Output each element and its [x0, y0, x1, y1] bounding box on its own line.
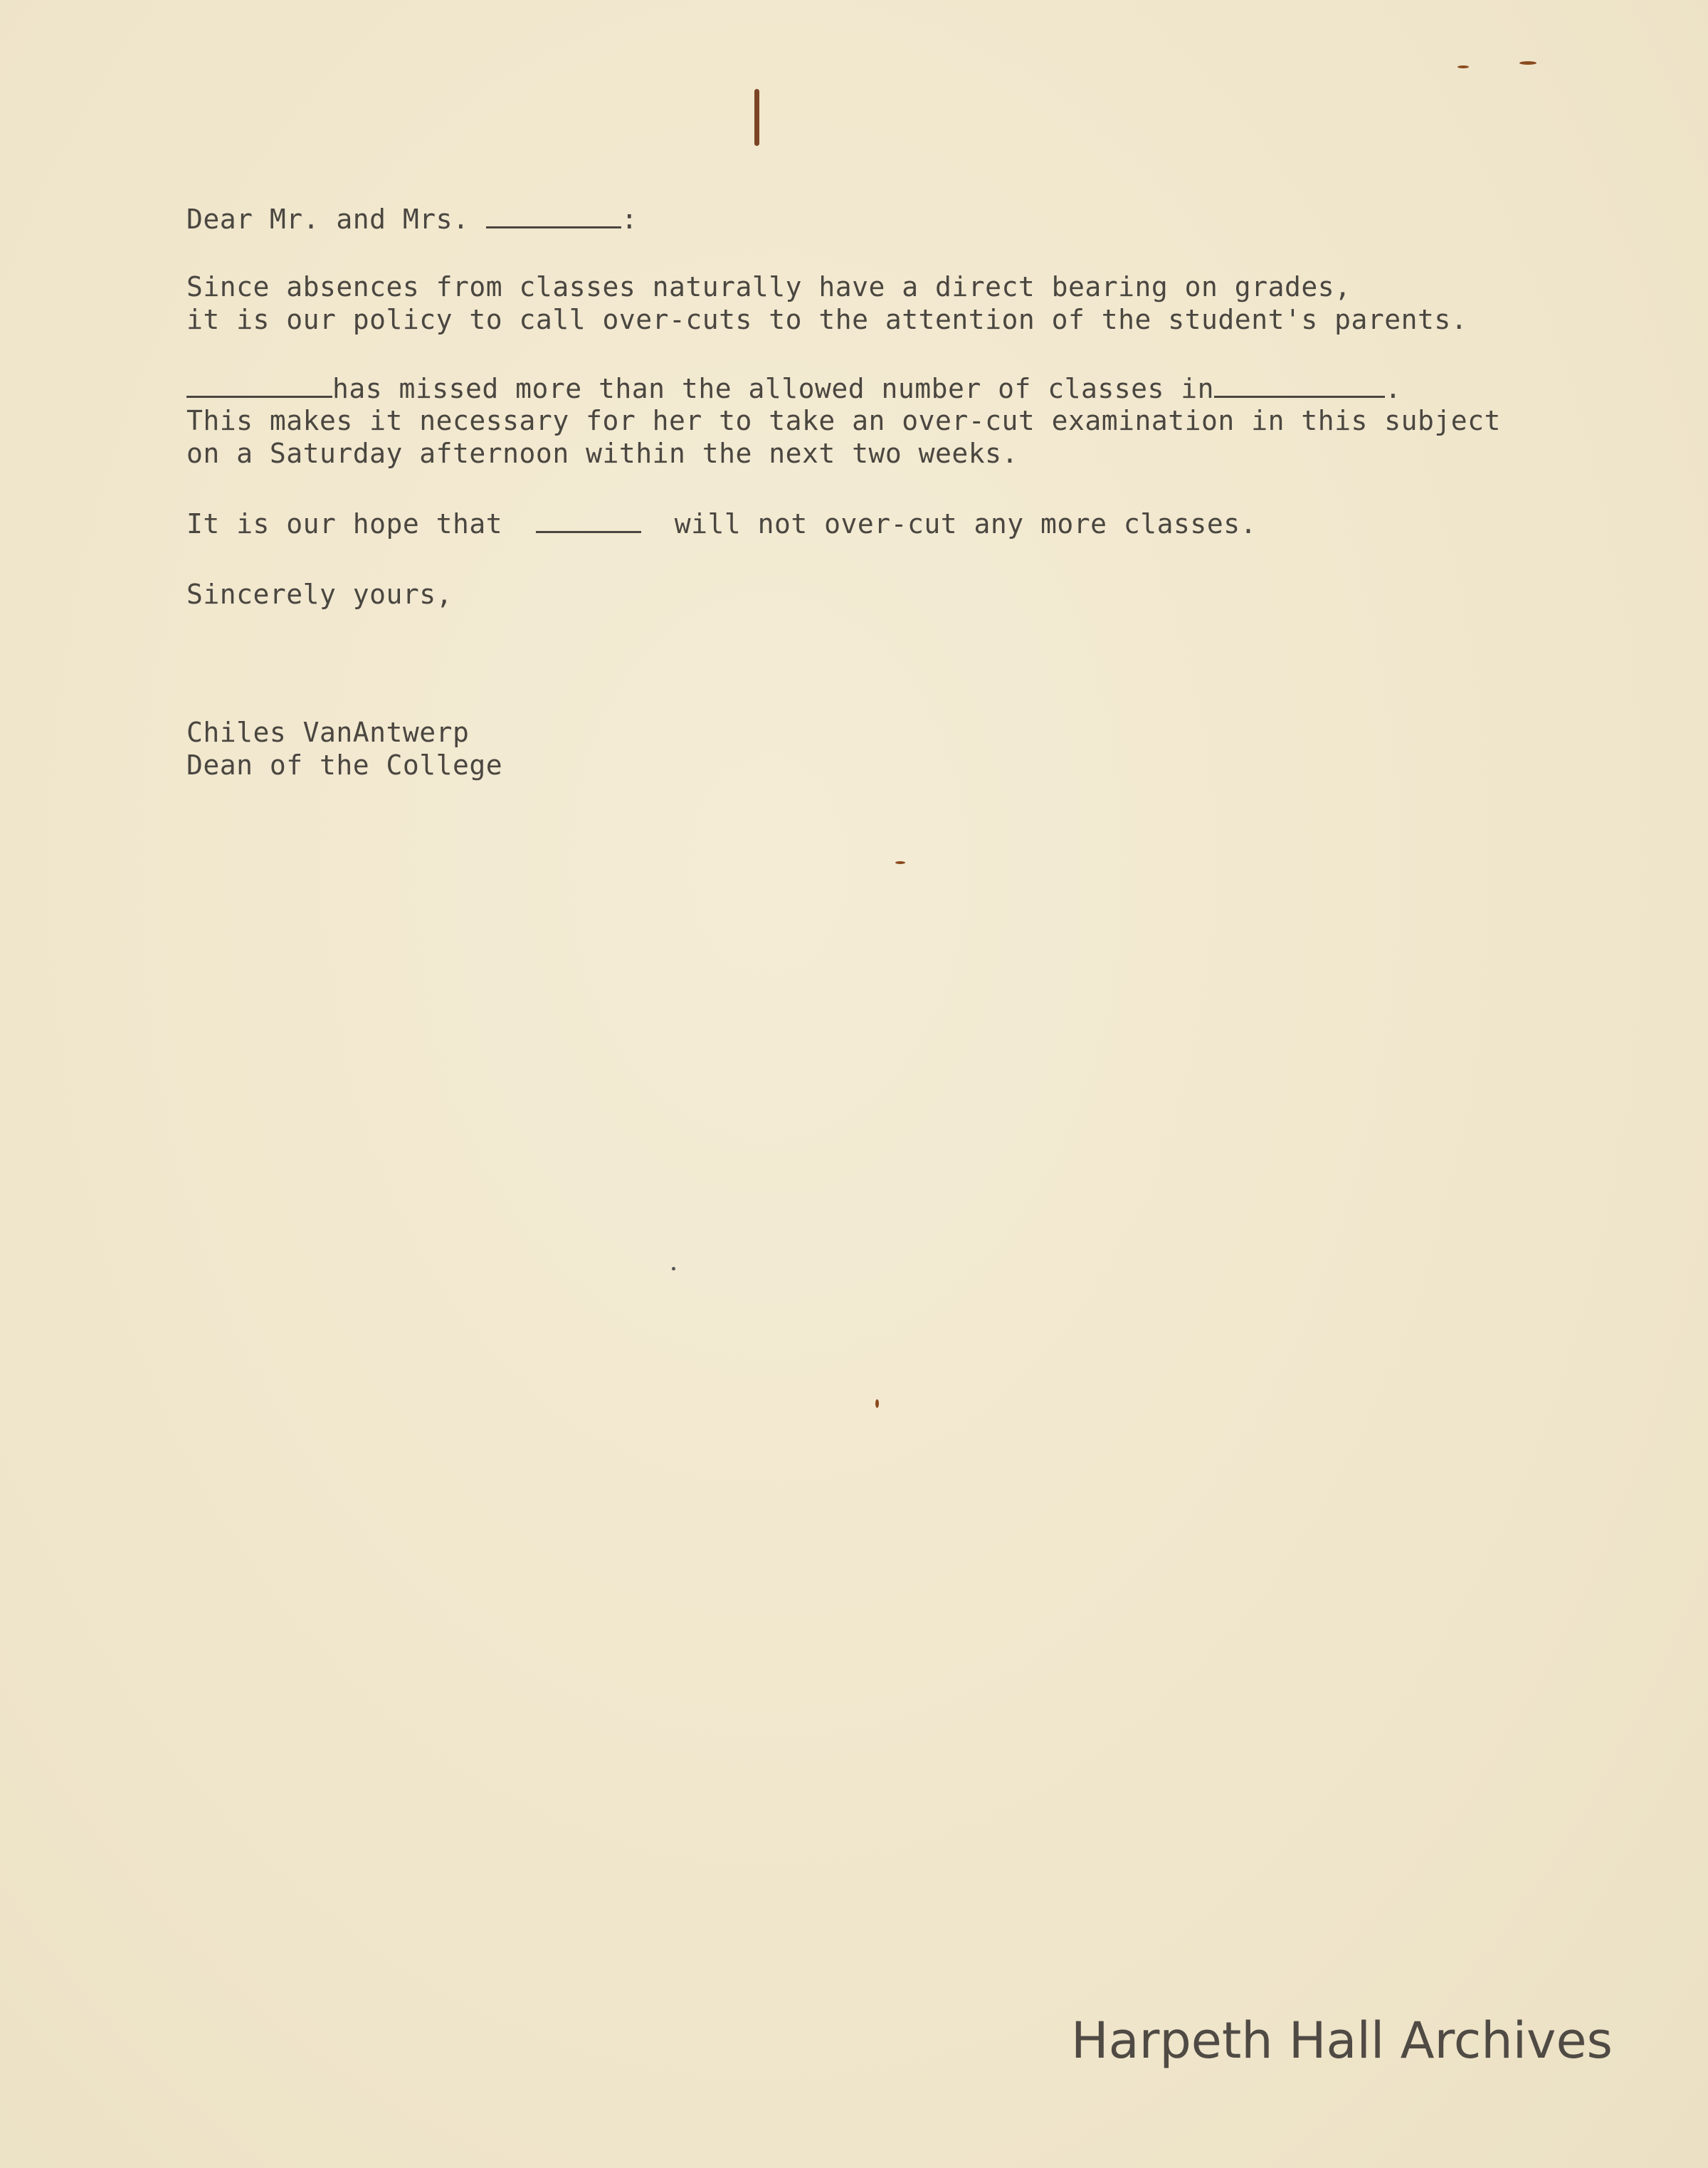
- salutation-prefix: Dear Mr. and Mrs.: [186, 204, 470, 235]
- student-name-blank-2: [536, 507, 641, 533]
- salutation-suffix: :: [621, 204, 638, 235]
- paragraph-1-line-1: Since absences from classes naturally have a direct bearing on grades,: [186, 271, 1351, 302]
- paragraph-2-line-2: This makes it necessary for her to take an over-cut examination in this subject: [186, 405, 1501, 436]
- salutation-line: [186, 202, 638, 236]
- student-name-blank: [186, 372, 332, 398]
- ink-speck: [1457, 65, 1469, 68]
- paragraph-2-line-3: on a Saturday afternoon within the next two weeks.: [186, 438, 1018, 469]
- ink-speck: [754, 89, 759, 146]
- paragraph-3: [186, 507, 1257, 540]
- subject-blank: [1214, 372, 1385, 398]
- signer-title: Dean of the College: [186, 749, 503, 781]
- ink-speck: [1519, 61, 1536, 65]
- signer-name: Chiles VanAntwerp: [186, 717, 470, 748]
- paragraph-2-line-1-text: has missed more than the allowed number of classes in: [332, 373, 1215, 404]
- paragraph-1-line-2: it is our policy to call over-cuts to the attention of the student's parents.: [186, 304, 1468, 335]
- parent-name-blank: [486, 202, 621, 228]
- ink-speck: [875, 1399, 879, 1408]
- ink-speck: [895, 861, 905, 864]
- paragraph-2-line-1-end: .: [1385, 373, 1402, 404]
- paragraph-3-suffix: will not over-cut any more classes.: [674, 508, 1257, 540]
- ink-speck: [672, 1267, 675, 1270]
- archive-watermark: Harpeth Hall Archives: [1071, 2011, 1613, 2070]
- paragraph-2-line-1: [186, 372, 1401, 405]
- closing: Sincerely yours,: [186, 579, 453, 610]
- paragraph-3-prefix: It is our hope that: [186, 508, 503, 540]
